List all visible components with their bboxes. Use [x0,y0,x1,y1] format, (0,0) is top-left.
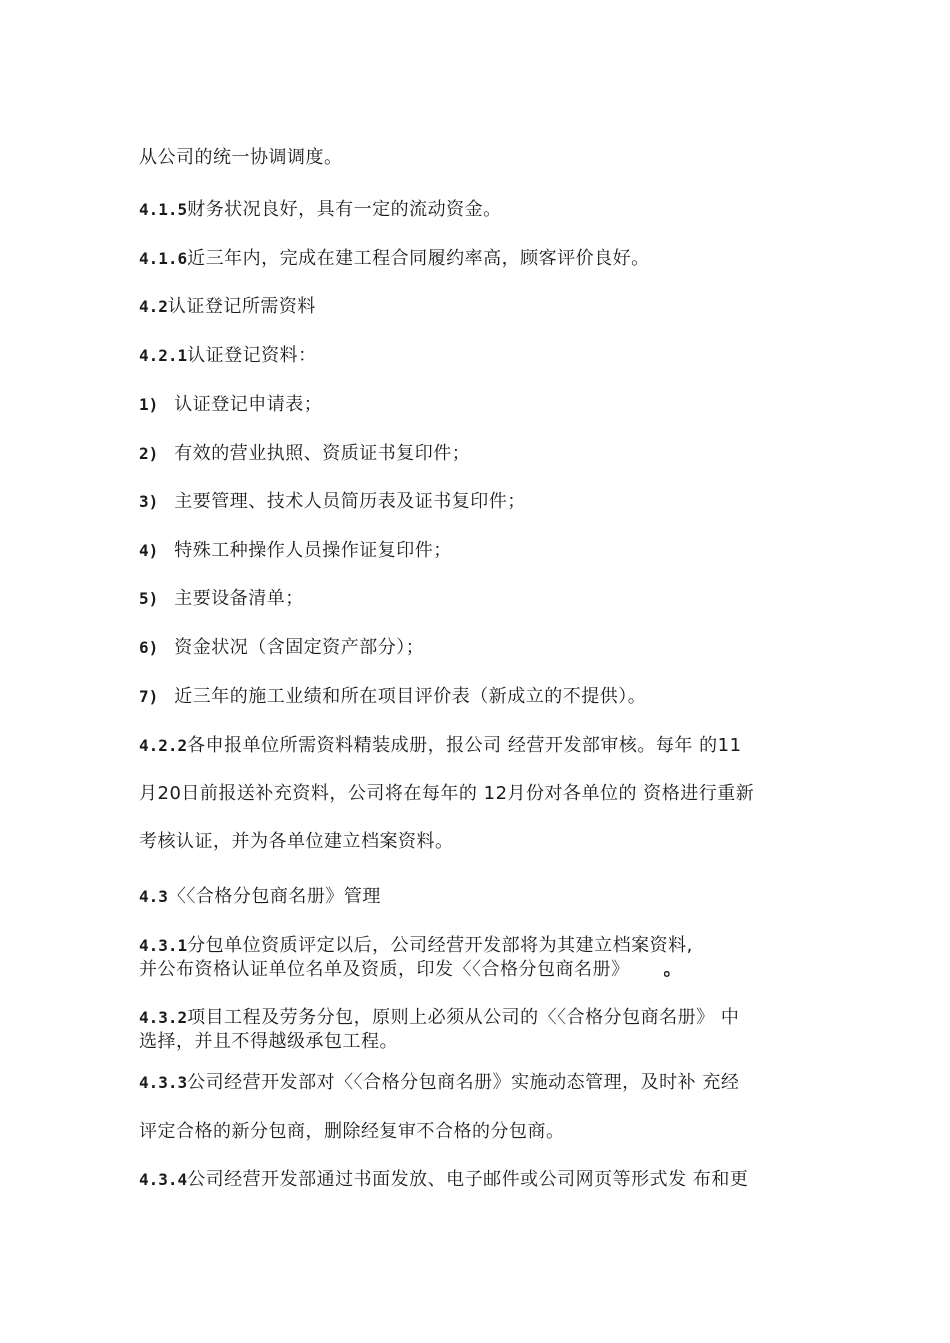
clause-4-3-2 [139,1007,739,1029]
list-number: 1) [139,395,159,414]
clause-text: 公司经营开发部通过书面发放、电子邮件或公司网页等形式发 布和更 [187,1169,749,1190]
list-item-2 [139,443,470,465]
list-item-3 [139,491,526,513]
text-line [139,831,454,853]
clause-4-2-2 [139,735,742,757]
line-end-mark: 。 [663,959,682,980]
clause-text: 近三年内，完成在建工程合同履约率高，顾客评价良好。 [187,248,650,269]
clause-4-3-4 [139,1169,748,1191]
list-number: 7) [139,687,159,706]
clause-number: 4.1.5 [139,200,188,219]
list-number: 4) [139,541,159,560]
text-line [139,783,754,805]
list-number: 6) [139,638,159,657]
line-text: 并公布资格认证单位名单及资质，印发〈〈合格分包商名册》 [139,959,630,980]
clause-4-1-6 [139,248,650,270]
section-number: 4.2 [139,297,168,316]
list-text: 主要设备清单； [174,588,304,609]
clause-4-2-1 [139,345,317,367]
section-heading-4-3 [139,886,381,908]
clause-text: 项目工程及劳务分包，原则上必须从公司的〈〈合格分包商名册》 中 [187,1007,740,1028]
list-text: 有效的营业执照、资质证书复印件； [174,443,471,464]
list-text: 资金状况（含固定资产部分）； [174,637,425,658]
clause-4-3-3 [139,1072,739,1094]
list-text: 认证登记申请表； [174,394,323,415]
list-item-5 [139,588,304,610]
list-text: 近三年的施工业绩和所在项目评价表（新成立的不提供）。 [174,686,647,707]
text-line [139,1121,565,1143]
list-number: 2) [139,444,159,463]
clause-number: 4.2.1 [139,346,188,365]
list-number: 3) [139,492,159,511]
clause-number: 4.3.4 [139,1170,188,1189]
clause-text: 认证登记资料： [187,345,317,366]
clause-text: 各申报单位所需资料精装成册，报公司 经营开发部审核。每年 的11 [187,735,742,756]
clause-text: 财务状况良好，具有一定的流动资金。 [187,199,502,220]
clause-4-3-1 [139,935,693,957]
line-text: 评定合格的新分包商，删除经复审不合格的分包商。 [139,1121,565,1142]
clause-number: 4.3.2 [139,1008,188,1027]
text-line [139,147,343,169]
clause-number: 4.3.1 [139,936,188,955]
line-text: 从公司的统一协调调度。 [139,147,343,168]
text-line [139,959,682,981]
section-title: 认证登记所需资料 [167,296,316,317]
line-text: 选择，并且不得越级承包工程。 [139,1031,398,1052]
text-line [139,1031,398,1053]
line-text: 考核认证，并为各单位建立档案资料。 [139,831,454,852]
clause-4-1-5 [139,199,502,221]
list-item-4 [139,540,452,562]
line-text: 月20日前报送补充资料，公司将在每年的 12月份对各单位的 资格进行重新 [139,783,755,804]
list-item-6 [139,637,424,659]
list-number: 5) [139,589,159,608]
clause-text: 分包单位资质评定以后，公司经营开发部将为其建立档案资料, [187,935,693,956]
section-number: 4.3 [139,887,168,906]
section-heading-4-2 [139,296,316,318]
section-title: 〈〈合格分包商名册》管理 [167,886,381,907]
clause-number: 4.3.3 [139,1073,188,1092]
list-text: 特殊工种操作人员操作证复印件； [174,540,452,561]
clause-number: 4.2.2 [139,736,188,755]
list-text: 主要管理、技术人员简历表及证书复印件； [174,491,526,512]
list-item-1 [139,394,322,416]
list-item-7 [139,686,646,708]
clause-number: 4.1.6 [139,249,188,268]
clause-text: 公司经营开发部对〈〈合格分包商名册》实施动态管理，及时补 充经 [187,1072,740,1093]
